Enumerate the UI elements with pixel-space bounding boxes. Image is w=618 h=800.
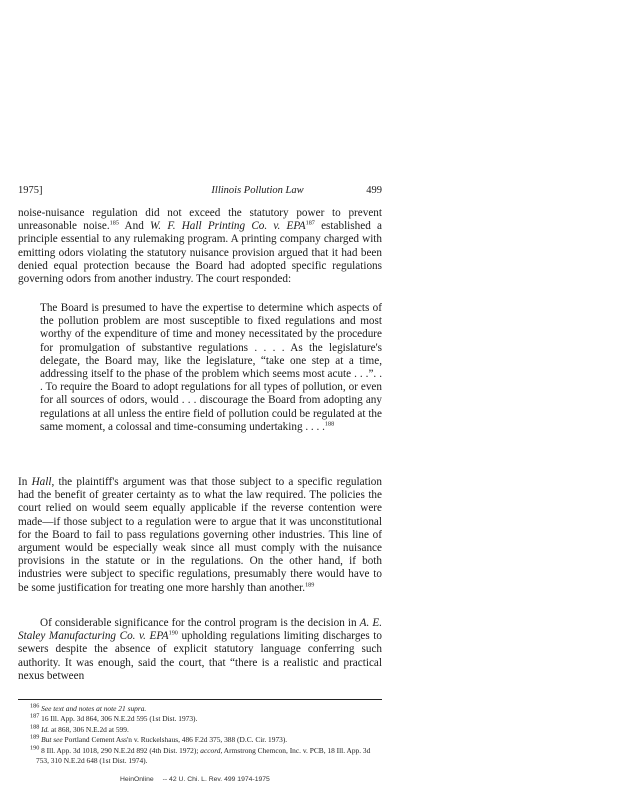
text-run: In bbox=[18, 476, 32, 488]
footnote-189 bbox=[18, 735, 382, 745]
footnote-ref-189[interactable]: 189 bbox=[305, 580, 315, 588]
source-name[interactable]: HeinOnline bbox=[120, 776, 154, 783]
text-run: Of considerable significance for the control program is the decision in bbox=[40, 617, 360, 629]
running-head-year: 1975] bbox=[18, 185, 43, 196]
citation-text: Portland Cement Ass'n v. Ruckelshaus, 486 F.2d 375, 388 (D.C. Cir. 1973). bbox=[62, 735, 288, 745]
footnote-ref-190[interactable]: 190 bbox=[168, 629, 178, 637]
case-name-staley: A. E. Staley Manufacturing Co. v. EPA bbox=[18, 617, 382, 643]
paragraph-hall-intro bbox=[18, 207, 382, 286]
footnote-number: 188 bbox=[30, 723, 40, 731]
signal-text: accord, bbox=[200, 745, 223, 755]
page-number: 499 bbox=[366, 185, 382, 196]
footnote-ref-186[interactable]: 185 bbox=[109, 219, 119, 227]
footnote-number: 190 bbox=[30, 744, 40, 752]
block-quote bbox=[40, 302, 382, 434]
footnote-divider bbox=[18, 699, 382, 700]
text-run: , the plaintiff's argument was that those subject to a specific regulation had the benefit of greater certainty as to what the law required. The policies the court relied on would seem equally applicable if the reverse contention were made—if those subject to a regulation were to argue that it was unconstitutional for the Board to fail to pass regulations governing other industries. This line of argument would be especially weak since all must comply with the nuisance provisions in the statute or in the regulations. On the other hand, if both industries were subject to specific regulations, presumably there would have to be some justification for treating one more harshly than another. bbox=[18, 476, 382, 594]
signal-text: But see bbox=[41, 735, 63, 745]
citation-text: Armstrong Chemcon, Inc. v. PCB, 18 Ill. App. 3d 753, 310 N.E.2d 648 (1st Dist. 1974). bbox=[36, 745, 371, 766]
signal-text: See text and notes at note 21 bbox=[41, 704, 128, 713]
paragraph-staley bbox=[18, 617, 382, 683]
footnote-number: 187 bbox=[30, 712, 40, 720]
footnote-ref-187[interactable]: 187 bbox=[305, 219, 315, 227]
citation-text: 8 Ill. App. 3d 1018, 290 N.E.2d 892 (4th Dist. 1972); bbox=[41, 745, 201, 755]
footnote-ref-188[interactable]: 188 bbox=[324, 420, 335, 428]
source-citation: -- 42 U. Chi. L. Rev. 499 1974-1975 bbox=[162, 776, 270, 783]
footnotes bbox=[18, 704, 382, 766]
signal-text: supra. bbox=[127, 704, 147, 713]
text-run: established a principle essential to any rulemaking program. A printing company charged with emitting odors violating the statutory nuisance provision argued that it had been denied equal protection because the Board had adopted specific regulations governing odors from another industry. The court responded: bbox=[18, 220, 382, 286]
quote-text: The Board is presumed to have the expertise to determine which aspects of the pollution problem are most susceptible to fixed regulations and most worthy of the expenditure of time and money necessitated by the procedure for promulgation of substantive regulations . . . . As the legislature's delegate, the Board may, like the legislature, “take one step at a time, addressing itself to the phase of the problem which seems most acute . . .”. . . To require the Board to adopt regulations for all types of pollution, or even for all sources of odors, would . . . discourage the Board from adopting any regulations at all unless the entire field of pollution could be regulated at the same moment, a colossal and time-consuming undertaking . . . . bbox=[40, 302, 382, 433]
citation-text: 16 Ill. App. 3d 864, 306 N.E.2d 595 (1st Dist. 1973). bbox=[41, 714, 198, 724]
footnote-number: 186 bbox=[30, 702, 40, 710]
footnote-190 bbox=[18, 746, 382, 767]
paragraph-hall-analysis bbox=[18, 476, 382, 595]
text-run: And bbox=[118, 220, 151, 233]
text-run: noise-nuisance regulation did not exceed the statutory power to prevent unreasonable noise. bbox=[18, 207, 382, 233]
footnote-187 bbox=[18, 714, 382, 724]
source-footer bbox=[120, 776, 279, 783]
footnote-number: 189 bbox=[30, 733, 40, 741]
case-name-hall-printing: W. F. Hall Printing Co. v. EPA bbox=[150, 220, 306, 233]
footnote-188 bbox=[18, 725, 382, 735]
citation-text: at 868, 306 N.E.2d at 599. bbox=[49, 724, 129, 734]
footnote-186 bbox=[18, 704, 382, 714]
text-run: upholding regulations limiting discharges to sewers despite the absence of explicit statutory language conferring such authority. It was enough, said the court, that “there is a realistic and practical nexus between bbox=[18, 630, 383, 682]
running-head-title: Illinois Pollution Law bbox=[211, 185, 304, 196]
case-name-hall: Hall bbox=[31, 476, 52, 488]
signal-text: Id. bbox=[41, 724, 50, 734]
